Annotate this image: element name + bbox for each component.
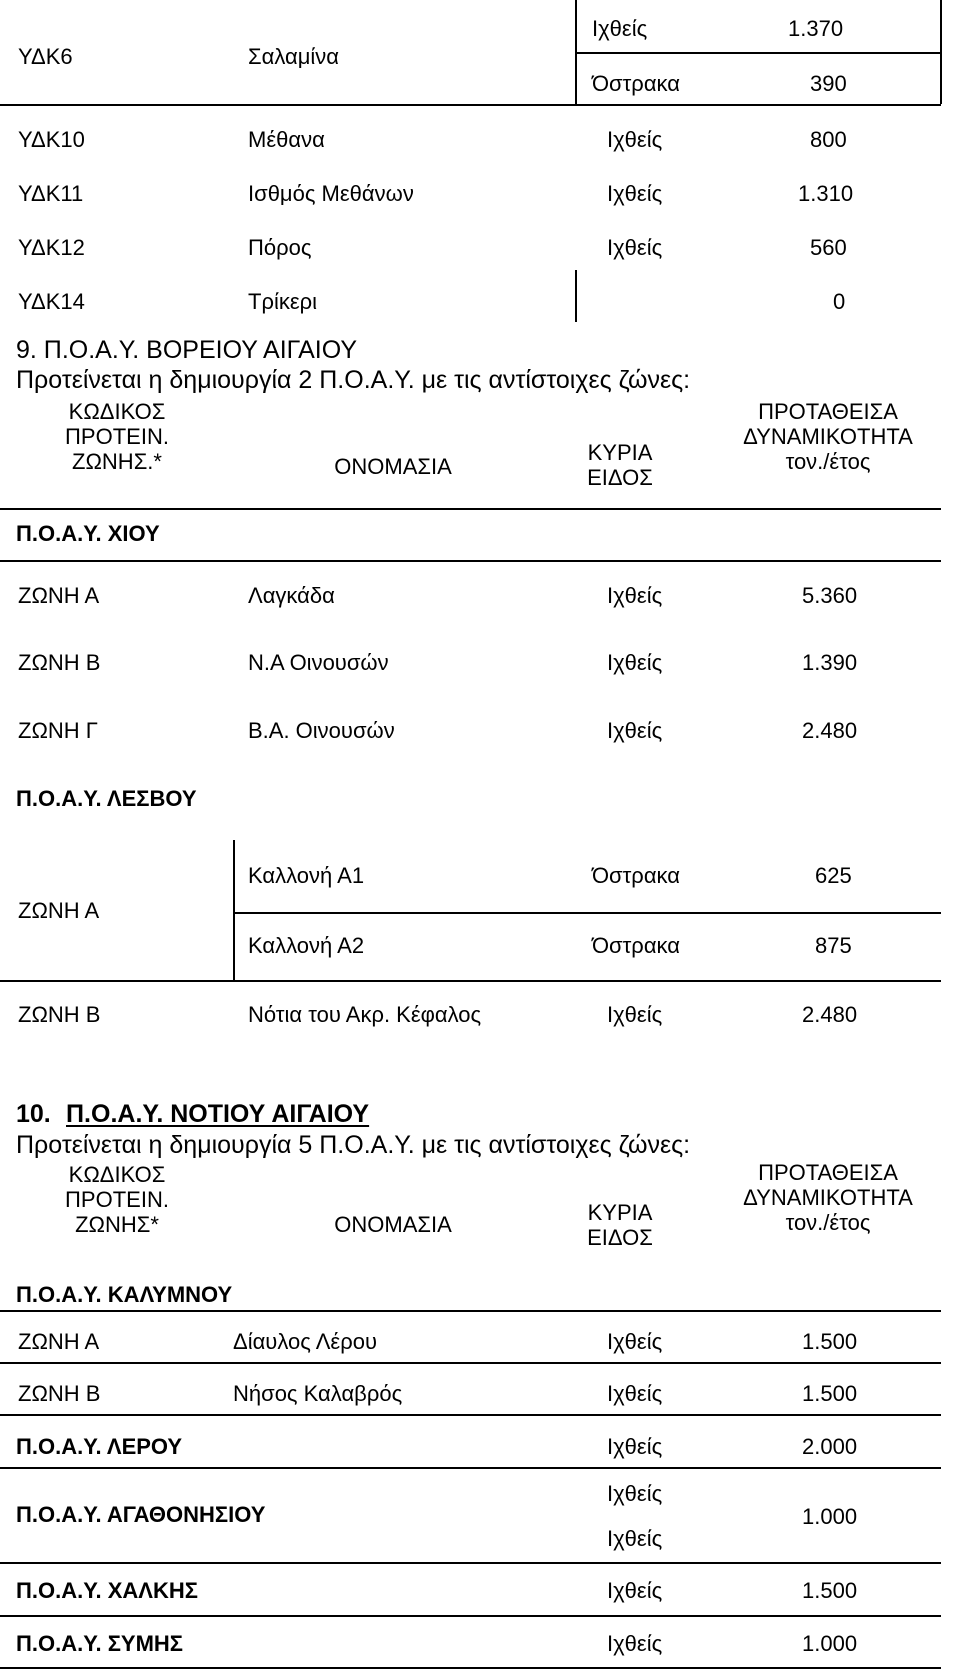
header-code: ΚΩΔΙΚΟΣ ΠΡΟΤΕΙΝ. ΖΩΝΗΣ* xyxy=(65,1162,169,1237)
cell-species: Ιχθείς xyxy=(607,650,663,675)
cell-species: Ιχθείς xyxy=(607,181,663,206)
section-intro: Προτείνεται η δημιουργία 5 Π.Ο.Α.Υ. με τις αντίστοιχες ζώνες: xyxy=(16,1131,691,1159)
header-name: ΟΝΟΜΑΣΙΑ xyxy=(334,454,452,479)
cell-capacity: 0 xyxy=(833,289,846,314)
cell-capacity: 2.480 xyxy=(802,718,858,743)
cell-code: ΖΩΝΗ Β xyxy=(18,1381,101,1406)
table-divider xyxy=(233,912,941,914)
cell-capacity: 1.370 xyxy=(788,16,844,41)
table-divider xyxy=(0,1362,941,1364)
cell-species: Ιχθείς xyxy=(592,16,648,41)
cell-name: Καλλονή Α2 xyxy=(248,933,365,958)
cell-name: Ισθμός Μεθάνων xyxy=(248,181,414,206)
cell-capacity: 390 xyxy=(810,71,847,96)
cell-species: Ιχθείς xyxy=(607,1631,663,1656)
cell-capacity: 875 xyxy=(815,933,852,958)
cell-code: ΥΔΚ6 xyxy=(18,44,73,69)
table-divider xyxy=(0,560,941,562)
cell-code: ΖΩΝΗ Β xyxy=(18,1002,101,1027)
cell-name: Σαλαμίνα xyxy=(248,44,339,69)
cell-species: Ιχθείς xyxy=(607,718,663,743)
cell-name: Δίαυλος Λέρου xyxy=(233,1329,378,1354)
table-divider xyxy=(0,1615,941,1617)
cell-species: Ιχθείς xyxy=(607,127,663,152)
header-name: ΟΝΟΜΑΣΙΑ xyxy=(334,1212,452,1237)
section-heading-number: 10. xyxy=(16,1100,51,1128)
cell-name: Β.Α. Οινουσών xyxy=(248,718,395,743)
cell-capacity: 1.000 xyxy=(802,1631,858,1656)
table-divider xyxy=(575,52,941,54)
table-divider xyxy=(0,1562,941,1564)
table-divider xyxy=(0,104,941,106)
cell-species: Ιχθείς xyxy=(607,235,663,260)
cell-capacity: 560 xyxy=(810,235,847,260)
cell-species: Όστρακα xyxy=(592,71,680,96)
cell-name: Νήσος Καλαβρός xyxy=(233,1381,403,1406)
cell-code: ΥΔΚ14 xyxy=(18,289,85,314)
header-capacity: ΠΡΟΤΑΘΕΙΣΑ ΔΥΝΑΜΙΚΟΤΗΤΑ τον./έτος xyxy=(743,399,913,474)
cell-code: ΖΩΝΗ Α xyxy=(18,1329,100,1354)
cell-name: Μέθανα xyxy=(248,127,325,152)
cell-code: ΥΔΚ10 xyxy=(18,127,85,152)
group-title: Π.Ο.Α.Υ. ΛΕΣΒΟΥ xyxy=(16,786,197,811)
cell-species: Ιχθείς xyxy=(607,1526,663,1551)
cell-capacity: 1.500 xyxy=(802,1381,858,1406)
cell-code: ΖΩΝΗ Α xyxy=(18,583,100,608)
cell-species: Όστρακα xyxy=(592,933,680,958)
table-divider xyxy=(233,840,235,980)
header-species: ΚΥΡΙΑ ΕΙΔΟΣ xyxy=(587,440,653,490)
table-divider xyxy=(0,508,941,510)
header-code: ΚΩΔΙΚΟΣ ΠΡΟΤΕΙΝ. ΖΩΝΗΣ.* xyxy=(65,399,169,474)
cell-species: Ιχθείς xyxy=(607,1329,663,1354)
cell-species: Ιχθείς xyxy=(607,1578,663,1603)
cell-capacity: 5.360 xyxy=(802,583,858,608)
cell-species: Ιχθείς xyxy=(607,1381,663,1406)
table-divider xyxy=(0,1667,941,1669)
cell-name: Πόρος xyxy=(248,235,312,260)
cell-code: ΥΔΚ11 xyxy=(18,181,84,206)
cell-capacity: 625 xyxy=(815,863,852,888)
cell-species: Ιχθείς xyxy=(607,583,663,608)
table-divider xyxy=(0,1467,941,1469)
cell-capacity: 1.500 xyxy=(802,1329,858,1354)
table-divider xyxy=(0,1310,941,1312)
header-capacity: ΠΡΟΤΑΘΕΙΣΑ ΔΥΝΑΜΙΚΟΤΗΤΑ τον./έτος xyxy=(743,1160,913,1235)
cell-name: Ν.Α Οινουσών xyxy=(248,650,389,675)
section-intro: Προτείνεται η δημιουργία 2 Π.Ο.Α.Υ. με τις αντίστοιχες ζώνες: xyxy=(16,366,691,394)
cell-capacity: 2.000 xyxy=(802,1434,858,1459)
cell-capacity: 800 xyxy=(810,127,847,152)
section-heading: 9. Π.Ο.Α.Υ. ΒΟΡΕΙΟΥ ΑΙΓΑΙΟΥ xyxy=(16,336,358,364)
table-divider xyxy=(0,1414,941,1416)
cell-name: Νότια του Ακρ. Κέφαλος xyxy=(248,1002,482,1027)
group-title: Π.Ο.Α.Υ. ΚΑΛΥΜΝΟΥ xyxy=(16,1282,233,1307)
group-title: Π.Ο.Α.Υ. ΑΓΑΘΟΝΗΣΙΟΥ xyxy=(16,1502,266,1527)
group-title: Π.Ο.Α.Υ. ΛΕΡΟΥ xyxy=(16,1434,183,1459)
group-title: Π.Ο.Α.Υ. ΣΥΜΗΣ xyxy=(16,1631,183,1656)
cell-capacity: 1.000 xyxy=(802,1504,858,1529)
cell-capacity: 1.310 xyxy=(798,181,854,206)
cell-capacity: 1.500 xyxy=(802,1578,858,1603)
group-title: Π.Ο.Α.Υ. ΧΙΟΥ xyxy=(16,521,160,546)
table-divider xyxy=(0,980,941,982)
cell-capacity: 1.390 xyxy=(802,650,858,675)
cell-name: Λαγκάδα xyxy=(248,583,335,608)
cell-name: Καλλονή Α1 xyxy=(248,863,365,888)
cell-code: ΖΩΝΗ Β xyxy=(18,650,101,675)
group-title: Π.Ο.Α.Υ. ΧΑΛΚΗΣ xyxy=(16,1578,198,1603)
cell-species: Ιχθείς xyxy=(607,1481,663,1506)
table-divider xyxy=(575,270,577,322)
cell-code: ΖΩΝΗ Γ xyxy=(18,718,98,743)
section-heading: Π.Ο.Α.Υ. ΝΟΤΙΟΥ ΑΙΓΑΙΟΥ xyxy=(66,1100,370,1128)
cell-species: Ιχθείς xyxy=(607,1002,663,1027)
header-species: ΚΥΡΙΑ ΕΙΔΟΣ xyxy=(587,1200,653,1250)
cell-code: ΥΔΚ12 xyxy=(18,235,85,260)
cell-capacity: 2.480 xyxy=(802,1002,858,1027)
cell-name: Τρίκερι xyxy=(248,289,318,314)
cell-code: ΖΩΝΗ Α xyxy=(18,898,100,923)
cell-species: Όστρακα xyxy=(592,863,680,888)
cell-species: Ιχθείς xyxy=(607,1434,663,1459)
